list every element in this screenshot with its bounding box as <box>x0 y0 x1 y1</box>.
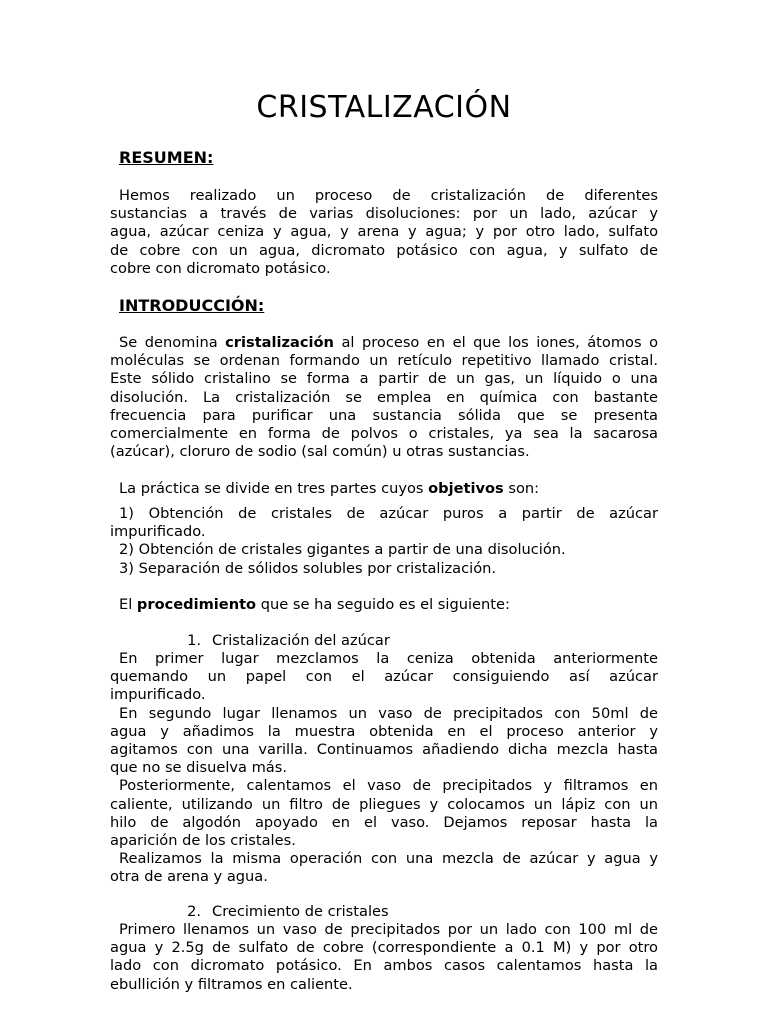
intro-line: frecuencia para purificar una sustancia sólida que se presenta <box>110 406 658 424</box>
resumen-line: Hemos realizado un proceso de cristalización de diferentes <box>119 187 658 204</box>
step-1-number: 1. <box>187 632 201 649</box>
step-1-line: agitamos con una varilla. Continuamos añadiendo dicha mezcla hasta <box>110 741 658 759</box>
intro-text: al proceso en el que los iones, átomos o <box>333 334 659 351</box>
objective-item: 3) Separación de sólidos solubles por cristalización. <box>119 559 497 577</box>
step-2-body <box>110 921 658 994</box>
keyword-objetivos: objetivos <box>428 480 504 497</box>
step-1-line: caliente, utilizando un filtro de pliegues y colocamos un lápiz con un <box>110 795 658 813</box>
step-1-line: En primer lugar mezclamos la ceniza obtenida anteriormente <box>119 650 658 667</box>
step-2-line: lado con dicromato potásico. En ambos casos calentamos hasta la <box>110 957 658 975</box>
step-2-line: Primero llenamos un vaso de precipitados por un lado con 100 ml de <box>119 921 658 938</box>
step-1-line: quemando un papel con el azúcar consiguiendo así azúcar <box>110 668 658 686</box>
step-1-line: En segundo lugar llenamos un vaso de precipitados con 50ml de <box>119 704 658 722</box>
step-2-line: agua y 2.5g de sulfato de cobre (correspondiente a 0.1 M) y por otro <box>110 939 658 957</box>
practica-line <box>110 480 658 498</box>
resumen-heading: RESUMEN: <box>119 148 214 167</box>
procedimiento-paragraph <box>110 596 658 614</box>
step-1-body <box>110 650 658 887</box>
step-1-line: aparición de los cristales. <box>110 832 296 850</box>
step-1-line: agua y añadimos la muestra obtenida en el proceso anterior y <box>110 722 658 740</box>
document-page <box>110 0 658 1024</box>
intro-line: (azúcar), cloruro de sodio (sal común) u otras sustancias. <box>110 443 530 461</box>
procedimiento-line <box>110 596 658 614</box>
intro-line: Este sólido cristalino se forma a partir de un gas, un líquido o una <box>110 370 658 388</box>
step-1-line: impurificado. <box>110 686 206 704</box>
step-2-heading <box>164 903 389 921</box>
procedimiento-text: que se ha seguido es el siguiente: <box>256 596 510 613</box>
step-2-line: ebullición y filtramos en caliente. <box>110 975 353 993</box>
procedimiento-text: El <box>119 596 137 613</box>
step-1-line: Posteriormente, calentamos el vaso de precipitados y filtramos en <box>119 777 658 795</box>
objective-item: impurificado. <box>110 523 206 541</box>
intro-text: Se denomina <box>119 334 226 351</box>
step-1-title: Cristalización del azúcar <box>212 632 390 649</box>
intro-line <box>110 334 658 352</box>
objective-item: 1) Obtención de cristales de azúcar puros a partir de azúcar <box>119 505 658 522</box>
step-1-line: que no se disuelva más. <box>110 759 287 777</box>
resumen-line: sustancias a través de varias disoluciones: por un lado, azúcar y <box>110 205 658 223</box>
step-1-line: Realizamos la misma operación con una mezcla de azúcar y agua y <box>119 850 658 868</box>
introduccion-heading: INTRODUCCIÓN: <box>119 296 265 315</box>
step-2-number: 2. <box>187 903 201 920</box>
step-1-line: otra de arena y agua. <box>110 868 268 886</box>
keyword-cristalizacion: cristalización <box>225 334 334 351</box>
practica-text: son: <box>503 480 540 497</box>
document-title: CRISTALIZACIÓN <box>256 90 512 125</box>
resumen-line: agua, azúcar ceniza y agua, y arena y agua; y por otro lado, sulfato <box>110 223 658 241</box>
objectives-list <box>110 505 658 578</box>
practica-text: La práctica se divide en tres partes cuyos <box>119 480 429 497</box>
objective-item: 2) Obtención de cristales gigantes a partir de una disolución. <box>119 541 566 559</box>
intro-line: comercialmente en forma de polvos o cristales, ya sea la sacarosa <box>110 425 658 443</box>
step-1-line: hilo de algodón apoyado en el vaso. Dejamos reposar hasta la <box>110 813 658 831</box>
intro-line: moléculas se ordenan formando un retículo repetitivo llamado cristal. <box>110 352 658 370</box>
resumen-line: cobre con dicromato potásico. <box>110 259 331 277</box>
step-2-title: Crecimiento de cristales <box>212 903 389 920</box>
practica-paragraph <box>110 480 658 498</box>
resumen-line: de cobre con un agua, dicromato potásico con agua, y sulfato de <box>110 241 658 259</box>
introduccion-paragraph <box>110 334 658 461</box>
intro-line: disolución. La cristalización se emplea en química con bastante <box>110 388 658 406</box>
resumen-paragraph <box>110 187 658 278</box>
step-1-heading <box>164 632 390 650</box>
keyword-procedimiento: procedimiento <box>136 596 257 613</box>
